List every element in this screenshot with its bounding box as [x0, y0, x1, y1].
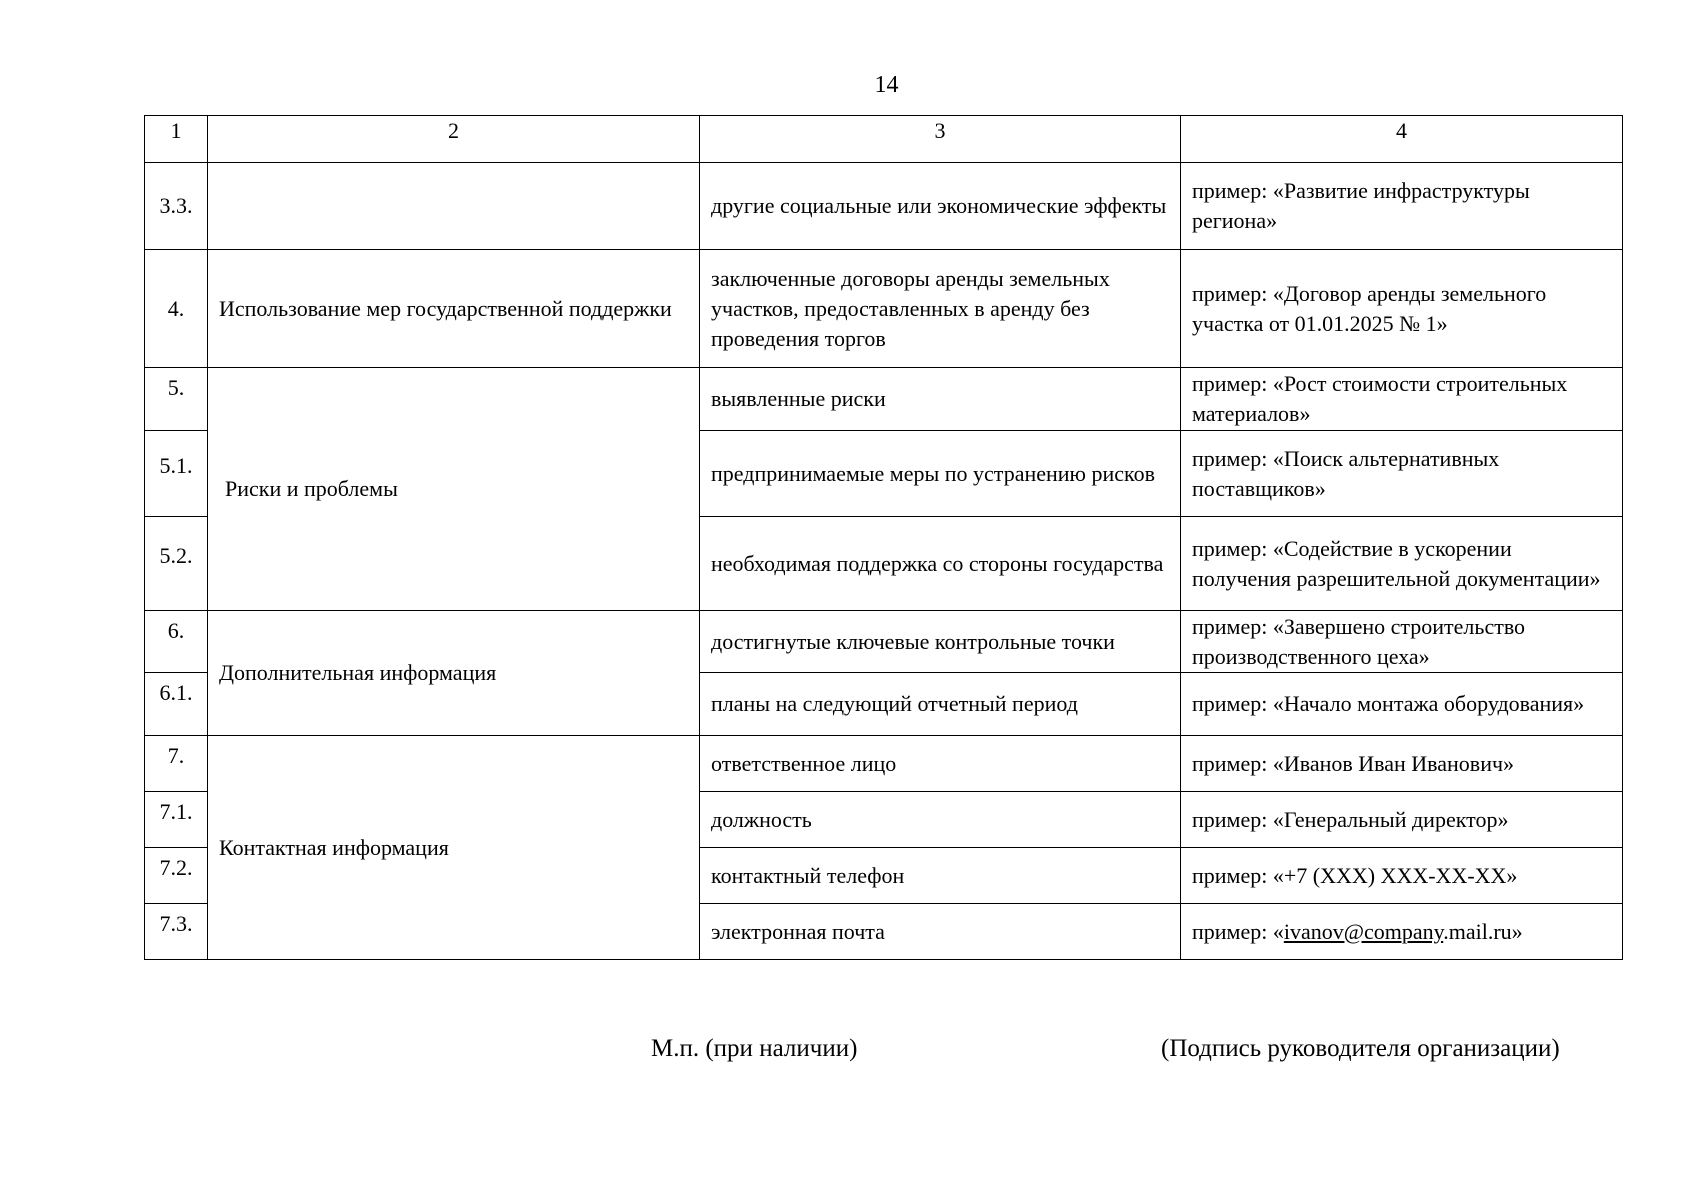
row-number: 5.1. — [145, 431, 208, 517]
example-cell: пример: «Содействие в ускорении получения разрешительной документации» — [1181, 517, 1623, 611]
row-number: 5. — [145, 368, 208, 431]
row-number: 7.3. — [145, 904, 208, 960]
example-cell: пример: «Завершено строительство производственного цеха» — [1181, 611, 1623, 673]
indicator-cell: необходимая поддержка со стороны государства — [700, 517, 1181, 611]
header-cell: 3 — [700, 116, 1181, 163]
header-cell: 4 — [1181, 116, 1623, 163]
indicator-cell: планы на следующий отчетный период — [700, 673, 1181, 736]
example-cell: пример: «Начало монтажа оборудования» — [1181, 673, 1623, 736]
table-row — [145, 736, 1623, 792]
row-number: 7.2. — [145, 848, 208, 904]
row-number: 6. — [145, 611, 208, 673]
indicator-cell: предпринимаемые меры по устранению рисков — [700, 431, 1181, 517]
example-cell: пример: «Договор аренды земельного участка от 01.01.2025 № 1» — [1181, 250, 1623, 368]
indicator-cell: другие социальные или экономические эффекты — [700, 163, 1181, 250]
section-cell: Использование мер государственной поддержки — [208, 250, 700, 368]
example-cell: пример: «Развитие инфраструктуры региона» — [1181, 163, 1623, 250]
header-cell: 2 — [208, 116, 700, 163]
indicator-cell: должность — [700, 792, 1181, 848]
example-cell: пример: «Рост стоимости строительных материалов» — [1181, 368, 1623, 431]
indicator-cell: выявленные риски — [700, 368, 1181, 431]
report-table — [144, 115, 1623, 960]
example-suffix: .mail.ru» — [1443, 918, 1523, 944]
table-row — [145, 250, 1623, 368]
indicator-cell: ответственное лицо — [700, 736, 1181, 792]
table-row — [145, 163, 1623, 250]
row-number: 6.1. — [145, 673, 208, 736]
indicator-cell: контактный телефон — [700, 848, 1181, 904]
section-cell: Риски и проблемы — [208, 368, 700, 611]
row-number: 4. — [145, 250, 208, 368]
table-row — [145, 611, 1623, 673]
section-cell: Контактная информация — [208, 736, 700, 960]
page-number: 14 — [874, 72, 899, 98]
signature-placeholder: (Подпись руководителя организации) — [1161, 1035, 1560, 1062]
example-prefix: пример: « — [1192, 918, 1284, 944]
example-cell: пример: «+7 (XXX) XXX-XX-XX» — [1181, 848, 1623, 904]
email-link[interactable]: ivanov@company — [1283, 918, 1444, 944]
row-number: 3.3. — [145, 163, 208, 250]
example-cell — [1181, 904, 1623, 960]
row-number: 7.1. — [145, 792, 208, 848]
table-header-row — [145, 116, 1623, 163]
stamp-placeholder: М.п. (при наличии) — [651, 1035, 858, 1062]
table-row — [145, 368, 1623, 431]
example-cell: пример: «Иванов Иван Иванович» — [1181, 736, 1623, 792]
section-cell — [208, 163, 700, 250]
row-number: 5.2. — [145, 517, 208, 611]
example-cell: пример: «Генеральный директор» — [1181, 792, 1623, 848]
section-cell: Дополнительная информация — [208, 611, 700, 736]
indicator-cell: заключенные договоры аренды земельных участков, предоставленных в аренду без проведения торгов — [700, 250, 1181, 368]
header-cell: 1 — [145, 116, 208, 163]
example-cell: пример: «Поиск альтернативных поставщиков» — [1181, 431, 1623, 517]
row-number: 7. — [145, 736, 208, 792]
indicator-cell: электронная почта — [700, 904, 1181, 960]
indicator-cell: достигнутые ключевые контрольные точки — [700, 611, 1181, 673]
